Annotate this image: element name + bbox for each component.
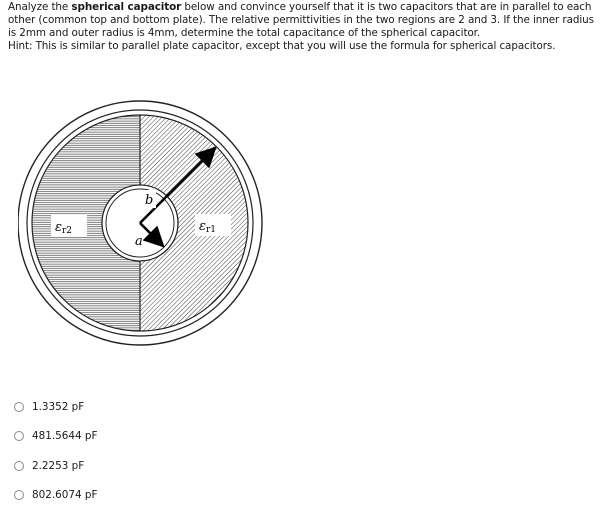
- question-hint: Hint: This is similar to parallel plate capacitor, except that you will use the formula for spherical capacitors.: [8, 40, 556, 52]
- answer-option-1[interactable]: [14, 392, 97, 422]
- option-label-1: 1.3352 pF: [32, 400, 85, 413]
- radius-b-label: b: [145, 193, 154, 208]
- radius-a-label: a: [135, 234, 143, 249]
- answer-option-3[interactable]: [14, 451, 97, 481]
- capacitor-diagram: [18, 98, 266, 348]
- answer-option-4[interactable]: [14, 481, 97, 511]
- radio-button-1[interactable]: [14, 402, 24, 412]
- epsilon-r2-label: εr2: [55, 220, 73, 236]
- option-label-4: 802.6074 pF: [32, 489, 98, 502]
- epsilon-r1-label: εr1: [199, 219, 217, 235]
- question-text: [8, 1, 604, 53]
- question-bold: spherical capacitor: [71, 1, 182, 13]
- option-label-2: 481.5644 pF: [32, 430, 98, 443]
- question-part2: below and convince yourself that it is two capacitors that are in parallel to each other (common top and bottom plate). The relative permittivities in the two regions are 2 and 3. If the inner radius is 2mm and outer radius is 4mm, determine the total capacitance of the spherical capacitor.: [8, 1, 594, 39]
- answer-options: [14, 392, 97, 510]
- radio-button-3[interactable]: [14, 461, 24, 471]
- radio-button-4[interactable]: [14, 490, 24, 500]
- question-part1: Analyze the: [8, 1, 72, 13]
- radio-button-2[interactable]: [14, 431, 24, 441]
- option-label-3: 2.2253 pF: [32, 459, 85, 472]
- answer-option-2[interactable]: [14, 422, 97, 452]
- spherical-capacitor-figure: [18, 98, 266, 348]
